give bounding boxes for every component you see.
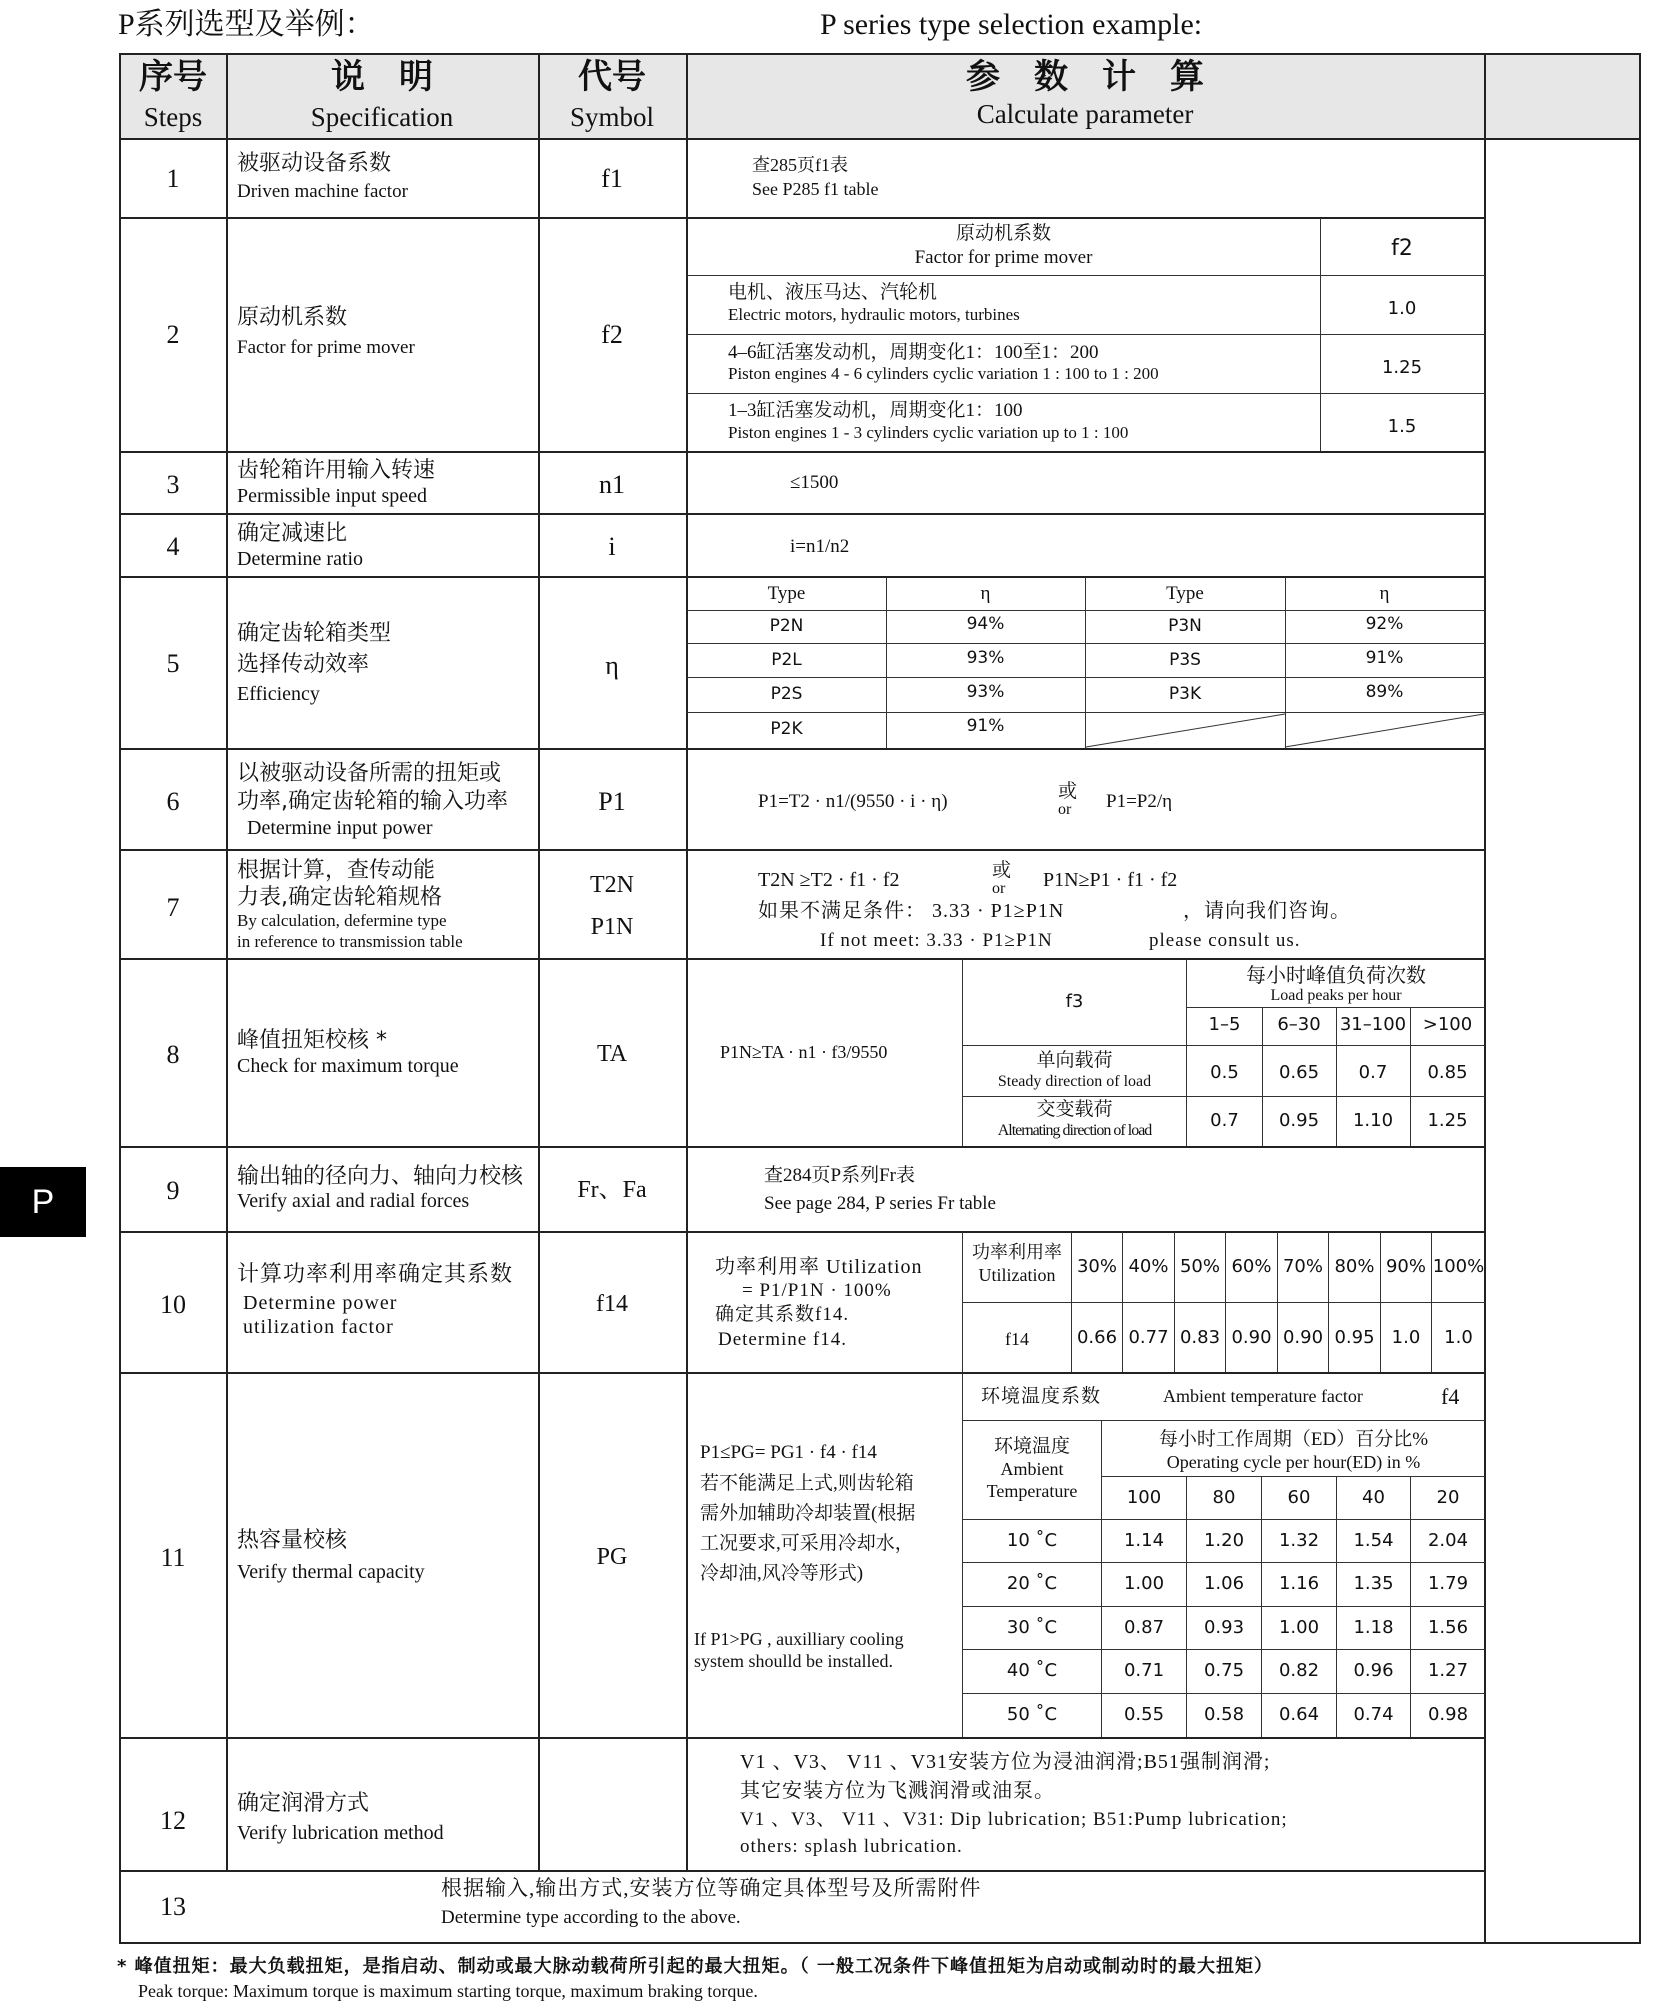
f4-value: 0.98 <box>1427 1704 1469 1725</box>
util-pct: 40% <box>1128 1256 1169 1277</box>
f14-value: 0.66 <box>1076 1327 1118 1348</box>
load-peaks-en: Load peaks per hour <box>1270 987 1402 1004</box>
f4-value: 0.75 <box>1203 1660 1245 1681</box>
prime-mover-a-en: Electric motors, hydraulic motors, turbines <box>728 305 1020 324</box>
f3-header: f3 <box>1065 991 1084 1012</box>
symbol: PG <box>596 1544 628 1570</box>
f4-value: 0.71 <box>1123 1660 1165 1681</box>
eff-type: P2N <box>769 616 804 636</box>
symbol: η <box>605 651 619 680</box>
spec-cn: 齿轮箱许用输入转速 <box>237 458 436 483</box>
peaks-col: 1–5 <box>1208 1014 1241 1035</box>
or-cn: 或 <box>992 860 1012 881</box>
section-tab-label: P <box>31 1182 55 1221</box>
f14-value: 0.95 <box>1334 1327 1375 1348</box>
param-en: See P285 f1 table <box>752 179 879 199</box>
f4-value: 1.00 <box>1123 1573 1165 1594</box>
f2-value-a: 1.0 <box>1387 298 1417 319</box>
temp-label: 20 ˚C <box>1006 1573 1058 1594</box>
steady-load-cn: 单向载荷 <box>1036 1050 1113 1071</box>
step-number: 2 <box>166 320 180 349</box>
alt-value: 0.95 <box>1278 1110 1320 1131</box>
thermal-text-1: P1≤PG= PG1 · f4 · f14 <box>700 1442 877 1463</box>
thermal-text-3: 需外加辅助冷却装置(根据 <box>700 1503 916 1524</box>
spec-en: Permissible input speed <box>237 485 427 507</box>
ed-col: 80 <box>1212 1487 1236 1508</box>
or-cn: 或 <box>1058 781 1078 802</box>
spec-cn: 原动机系数 <box>237 305 348 330</box>
condition-en-tail: please consult us. <box>1149 930 1301 951</box>
eff-value: 94% <box>966 614 1005 634</box>
spec-cn: 确定减速比 <box>237 521 348 546</box>
thermal-text-5: 冷却油,风冷等形式) <box>700 1563 864 1584</box>
spec-en: Factor for prime mover <box>237 337 415 358</box>
f4-header: f4 <box>1441 1384 1460 1409</box>
f4-value: 1.14 <box>1123 1530 1165 1551</box>
util-pct: 70% <box>1282 1256 1323 1277</box>
eff-value: 91% <box>1365 648 1404 668</box>
formula-1: P1=T2 · n1/(9550 · i · η) <box>758 791 948 812</box>
f4-value: 2.04 <box>1427 1530 1469 1551</box>
f4-value: 1.16 <box>1278 1573 1320 1594</box>
step-number: 12 <box>160 1806 186 1835</box>
symbol: P1 <box>598 787 626 816</box>
spec-en: Determine ratio <box>237 548 364 570</box>
steady-value: 0.7 <box>1358 1062 1388 1083</box>
eff-value: 91% <box>966 716 1005 736</box>
step-number: 1 <box>166 164 180 193</box>
spec-cn: 峰值扭矩校核 * <box>237 1028 387 1053</box>
prime-mover-b-cn: 4–6缸活塞发动机，周期变化1：100至1：200 <box>728 342 1099 363</box>
f4-value: 1.18 <box>1353 1617 1394 1638</box>
param: ≤1500 <box>790 472 839 493</box>
f4-value: 1.35 <box>1353 1573 1394 1594</box>
f4-value: 1.06 <box>1203 1573 1245 1594</box>
formula-2: P1N≥P1 · f1 · f2 <box>1043 869 1178 891</box>
symbol: Fr、Fa <box>577 1177 647 1203</box>
eff-type: P3K <box>1168 684 1202 704</box>
prime-mover-a-cn: 电机、液压马达、汽轮机 <box>728 282 938 303</box>
ambient-factor-en: Ambient temperature factor <box>1163 1386 1363 1406</box>
spec-cn: 被驱动设备系数 <box>237 151 392 176</box>
footnote-en: Peak torque: Maximum torque is maximum starting torque, maximum braking torque. <box>138 1981 758 2001</box>
eff-type: P2L <box>771 650 802 670</box>
symbol: n1 <box>599 470 625 499</box>
symbol: TA <box>596 1041 628 1067</box>
step-number: 4 <box>166 532 180 561</box>
step-number: 13 <box>160 1892 186 1921</box>
final-en: Determine type according to the above. <box>441 1907 741 1928</box>
f2-value-b: 1.25 <box>1381 357 1423 378</box>
f4-value: 0.55 <box>1123 1704 1165 1725</box>
param: i=n1/n2 <box>790 536 850 557</box>
util-pct: 80% <box>1334 1256 1375 1277</box>
spec-cn: 输出轴的径向力、轴向力校核 <box>237 1164 524 1189</box>
util-text-3: 确定其系数f14. <box>715 1304 850 1325</box>
lube-cn-2: 其它安装方位为飞溅润滑或油泵。 <box>740 1780 1055 1802</box>
header-calc-cn: 参 数 计 算 <box>966 57 1204 97</box>
f4-value: 0.82 <box>1278 1660 1320 1681</box>
f14-value: 0.90 <box>1231 1327 1272 1348</box>
header-steps-en: Steps <box>143 102 203 132</box>
f4-value: 1.27 <box>1427 1660 1469 1681</box>
load-peaks-cn: 每小时峰值负荷次数 <box>1246 965 1426 987</box>
op-cycle-en: Operating cycle per hour(ED) in % <box>1166 1452 1421 1472</box>
spec-en: Check for maximum torque <box>237 1055 459 1077</box>
eff-header-eta-1: η <box>980 583 991 604</box>
symbol-p1n: P1N <box>590 914 634 940</box>
eff-header-type-2: Type <box>1166 583 1204 604</box>
step-number: 5 <box>166 649 180 678</box>
condition-cn-tail: ，请向我们咨询。 <box>1183 900 1351 922</box>
spec-cn-1: 根据计算，查传动能 <box>237 858 436 883</box>
eff-value: 93% <box>966 648 1005 668</box>
header-calc-en: Calculate parameter <box>976 99 1194 129</box>
footnote-cn: * 峰值扭矩：最大负载扭矩，是指启动、制动或最大脉动载荷所引起的最大扭矩。（ 一般工况条件下峰值扭矩为启动或制动时的最大扭矩） <box>117 1956 1273 1977</box>
util-text-4: Determine f14. <box>718 1329 848 1350</box>
eff-type: P3N <box>1168 616 1202 636</box>
header-spec-cn: 说 明 <box>331 57 433 97</box>
ambient-temp-en-1: Ambient <box>1000 1459 1064 1479</box>
or-en: or <box>1058 801 1072 818</box>
spec-en: Efficiency <box>237 683 320 705</box>
peaks-col: 6–30 <box>1277 1014 1321 1035</box>
temp-label: 40 ˚C <box>1006 1660 1058 1681</box>
final-cn: 根据输入,输出方式,安装方位等确定具体型号及所需附件 <box>441 1876 982 1900</box>
f4-value: 1.79 <box>1427 1573 1469 1594</box>
f14-value: 0.90 <box>1282 1327 1324 1348</box>
f4-value: 1.20 <box>1203 1530 1245 1551</box>
spec-cn-2: 功率,确定齿轮箱的输入功率 <box>237 789 508 814</box>
step-number: 8 <box>166 1040 180 1069</box>
page-title-cn: P系列选型及举例： <box>118 8 375 41</box>
thermal-en-2: system shoulld be installed. <box>694 1651 893 1671</box>
op-cycle-cn: 每小时工作周期（ED）百分比% <box>1158 1429 1429 1450</box>
ambient-factor-cn: 环境温度系数 <box>981 1386 1102 1407</box>
thermal-en-1: If P1>PG , auxilliary cooling <box>694 1629 904 1649</box>
spec-cn-1: 确定齿轮箱类型 <box>237 621 392 646</box>
f2-value-c: 1.5 <box>1387 416 1417 437</box>
peaks-col: 31–100 <box>1339 1014 1407 1035</box>
page-title-en: P series type selection example: <box>820 8 1203 41</box>
steady-load-en: Steady direction of load <box>997 1073 1152 1090</box>
alt-value: 1.10 <box>1352 1110 1394 1131</box>
f14-value: 0.83 <box>1179 1327 1221 1348</box>
steady-value: 0.65 <box>1278 1062 1320 1083</box>
util-text-2: = P1/P1N · 100% <box>742 1280 892 1301</box>
step-number: 10 <box>160 1290 186 1319</box>
lube-cn-1: V1 、V3、 V11 、V31安装方位为浸油润滑;B51强制润滑; <box>740 1751 1271 1773</box>
symbol: f2 <box>601 320 623 349</box>
condition-en: If not meet: 3.33 · P1≥P1N <box>820 930 1053 951</box>
spec-cn-1: 以被驱动设备所需的扭矩或 <box>237 761 502 786</box>
util-header-en: Utilization <box>978 1265 1056 1285</box>
eff-value: 92% <box>1365 614 1404 634</box>
util-pct: 90% <box>1385 1256 1426 1277</box>
header-symbol-cn: 代号 <box>578 57 646 97</box>
f14-value: 1.0 <box>1391 1327 1421 1348</box>
f4-value: 0.58 <box>1203 1704 1245 1725</box>
util-pct: 100% <box>1432 1256 1485 1277</box>
spec-cn: 确定润滑方式 <box>237 1791 370 1816</box>
util-pct: 60% <box>1231 1256 1272 1277</box>
prime-mover-header-en: Factor for prime mover <box>914 247 1093 268</box>
spec-en: Verify thermal capacity <box>237 1561 425 1583</box>
section-tab-p[interactable] <box>0 1167 86 1237</box>
step-number: 7 <box>166 893 180 922</box>
spec-en-1: Determine power <box>243 1292 398 1314</box>
alt-load-en: Alternating direction of load <box>997 1122 1152 1139</box>
empty-cell-slash <box>1086 713 1484 748</box>
ed-col: 100 <box>1126 1487 1162 1508</box>
param-en: See page 284, P series Fr table <box>764 1193 996 1214</box>
f14-value: 1.0 <box>1444 1327 1473 1348</box>
f4-value: 0.93 <box>1203 1617 1245 1638</box>
eff-header-eta-2: η <box>1379 583 1390 604</box>
f14-label: f14 <box>1005 1329 1029 1349</box>
eff-header-type-1: Type <box>767 583 806 604</box>
f4-value: 1.56 <box>1427 1617 1469 1638</box>
ed-col: 60 <box>1287 1487 1311 1508</box>
spec-en: Verify lubrication method <box>237 1822 444 1844</box>
formula: P1N≥TA · n1 · f3/9550 <box>720 1042 888 1062</box>
temp-label: 50 ˚C <box>1006 1704 1058 1725</box>
formula-1: T2N ≥T2 · f1 · f2 <box>758 869 900 891</box>
alt-load-cn: 交变载荷 <box>1036 1099 1113 1120</box>
condition-cn: 如果不满足条件： 3.33 · P1≥P1N <box>758 900 1065 922</box>
ambient-temp-cn: 环境温度 <box>993 1436 1070 1457</box>
temp-label: 10 ˚C <box>1006 1530 1058 1551</box>
thermal-text-4: 工况要求,可采用冷却水， <box>700 1533 914 1554</box>
header-symbol-en: Symbol <box>569 102 655 132</box>
param-cn: 查285页f1表 <box>752 155 848 175</box>
spec-en: Verify axial and radial forces <box>237 1190 470 1212</box>
f4-value: 0.96 <box>1353 1660 1394 1681</box>
util-header-cn: 功率利用率 <box>972 1242 1062 1262</box>
util-text-1: 功率利用率 Utilization <box>715 1256 923 1278</box>
ambient-temp-en-2: Temperature <box>986 1481 1078 1501</box>
step-number: 11 <box>160 1543 186 1572</box>
eff-type: P2K <box>770 719 803 739</box>
steady-value: 0.85 <box>1427 1062 1468 1083</box>
f4-value: 0.64 <box>1278 1704 1320 1725</box>
spec-en-1: By calculation, defermine type <box>237 911 447 930</box>
spec-cn: 计算功率利用率确定其系数 <box>237 1262 514 1287</box>
peaks-col: >100 <box>1422 1014 1473 1035</box>
f2-header: f2 <box>1391 236 1413 261</box>
formula-2: P1=P2/η <box>1106 791 1173 812</box>
f14-value: 0.77 <box>1128 1327 1169 1348</box>
symbol-t2n: T2N <box>590 872 634 898</box>
ed-col: 20 <box>1436 1487 1460 1508</box>
param-cn: 查284页P系列Fr表 <box>764 1165 915 1186</box>
symbol: f14 <box>596 1291 628 1317</box>
lube-en-1: V1 、V3、 V11 、V31: Dip lubrication; B51:Pump lubrication; <box>740 1809 1288 1830</box>
spec-cn-2: 力表,确定齿轮箱规格 <box>237 885 442 910</box>
f4-value: 0.74 <box>1353 1704 1394 1725</box>
util-pct: 50% <box>1179 1256 1220 1277</box>
prime-mover-c-en: Piston engines 1 - 3 cylinders cyclic variation up to 1 : 100 <box>728 423 1129 442</box>
spec-en: Determine input power <box>247 817 433 839</box>
step-number: 9 <box>166 1176 180 1205</box>
prime-mover-b-en: Piston engines 4 - 6 cylinders cyclic variation 1 : 100 to 1 : 200 <box>728 364 1159 383</box>
f4-value: 1.32 <box>1278 1530 1320 1551</box>
step-number: 3 <box>166 470 180 499</box>
spec-en-2: utilization factor <box>243 1316 394 1338</box>
step-number: 6 <box>166 787 180 816</box>
steady-value: 0.5 <box>1210 1062 1239 1083</box>
temp-label: 30 ˚C <box>1006 1617 1058 1638</box>
header-steps-cn: 序号 <box>139 57 207 97</box>
alt-value: 0.7 <box>1210 1110 1239 1131</box>
f4-value: 1.00 <box>1278 1617 1320 1638</box>
ed-col: 40 <box>1362 1487 1385 1508</box>
or-en: or <box>992 880 1006 897</box>
f4-value: 1.54 <box>1353 1530 1394 1551</box>
thermal-text-2: 若不能满足上式,则齿轮箱 <box>700 1473 914 1494</box>
prime-mover-c-cn: 1–3缸活塞发动机，周期变化1：100 <box>728 400 1023 421</box>
eff-type: P2S <box>770 684 803 704</box>
spec-cn-2: 选择传动效率 <box>237 652 370 677</box>
eff-type: P3S <box>1169 650 1201 670</box>
symbol: f1 <box>601 164 623 193</box>
eff-value: 89% <box>1365 682 1404 702</box>
symbol: i <box>608 532 616 561</box>
alt-value: 1.25 <box>1427 1110 1468 1131</box>
spec-en: Driven machine factor <box>237 181 408 202</box>
spec-en-2: in reference to transmission table <box>237 932 463 951</box>
lube-en-2: others: splash lubrication. <box>740 1836 963 1857</box>
eff-value: 93% <box>966 682 1005 702</box>
util-pct: 30% <box>1076 1256 1117 1277</box>
header-spec-en: Specification <box>310 102 454 132</box>
prime-mover-header-cn: 原动机系数 <box>955 223 1051 244</box>
spec-cn: 热容量校核 <box>237 1528 348 1553</box>
f4-value: 0.87 <box>1123 1617 1165 1638</box>
